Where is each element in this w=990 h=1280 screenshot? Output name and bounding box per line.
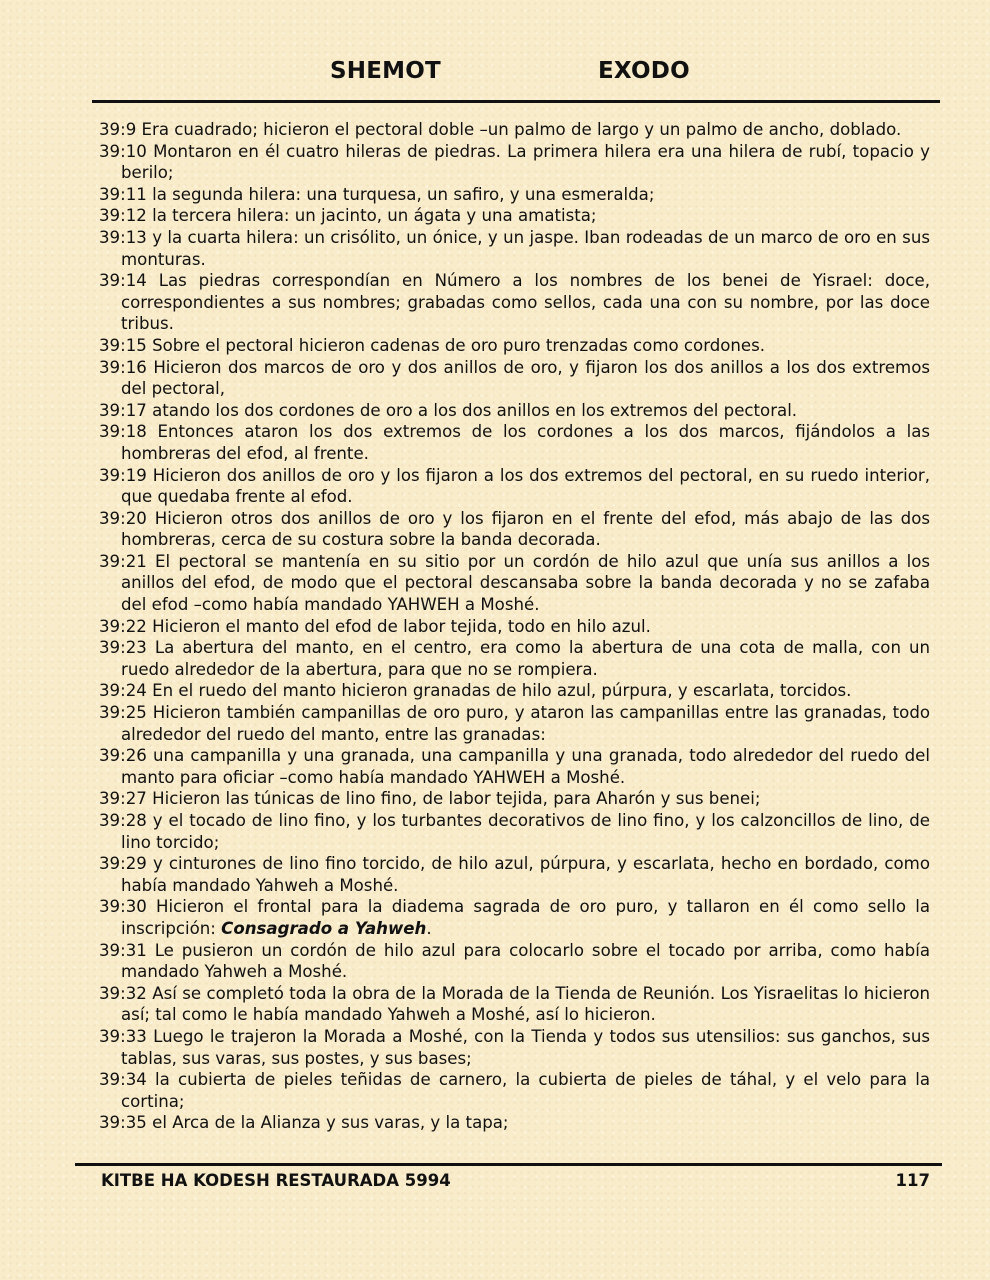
verse-text-tail: . [426, 918, 432, 938]
verse [99, 335, 930, 357]
verse-text: Hicieron dos anillos de oro y los fijaron a los dos extremos del pectoral, en su ruedo interior, que quedaba frente al efod. [121, 465, 930, 507]
verse [99, 702, 930, 745]
verse [99, 788, 930, 810]
verse-text: Luego le trajeron la Morada a Moshé, con la Tienda y todos sus utensilios: sus ganchos, sus tablas, sus varas, sus postes, y sus bases; [121, 1026, 930, 1068]
verse [99, 983, 930, 1026]
verse-reference: 39:9 [99, 120, 137, 139]
verse-text: Era cuadrado; hicieron el pectoral doble –un palmo de largo y un palmo de ancho, doblado. [141, 120, 902, 139]
verse-text: y el tocado de lino fino, y los turbantes decorativos de lino fino, y los calzoncillos de lino, de lino torcido; [121, 811, 930, 852]
verse-reference: 39:20 [99, 508, 147, 528]
verse-reference: 39:29 [99, 854, 147, 874]
verse [99, 1026, 930, 1069]
verse-text: Montaron en él cuatro hileras de piedras. La primera hilera era una hilera de rubí, topacio y berilo; [121, 141, 930, 183]
verse-emphasis: Consagrado a Yahweh [221, 918, 427, 938]
verse [99, 184, 930, 206]
verse-reference: 39:34 [99, 1070, 147, 1090]
verse-text: Entonces ataron los dos extremos de los cordones a los dos marcos, fijándolos a las hombreras del efod, al frente. [121, 422, 931, 463]
verse [99, 810, 930, 853]
verse [99, 508, 930, 551]
verse-reference: 39:23 [99, 638, 147, 658]
verse-reference: 39:12 [99, 206, 147, 226]
verse [99, 853, 930, 896]
verse-reference: 39:19 [99, 465, 147, 485]
header-book-spanish: EXODO [598, 58, 690, 84]
verse-text: y cinturones de lino fino torcido, de hilo azul, púrpura, y escarlata, hecho en bordado, como había mandado Yahweh a Moshé. [121, 854, 930, 895]
header-book-hebrew: SHEMOT [330, 58, 441, 84]
verse-reference: 39:14 [99, 271, 147, 291]
verse [99, 227, 930, 270]
verse [99, 270, 930, 335]
verse-reference: 39:33 [99, 1026, 147, 1046]
page-header [0, 58, 990, 92]
verse-reference: 39:24 [99, 681, 147, 701]
verse [99, 680, 930, 702]
footer-title: KITBE HA KODESH RESTAURADA 5994 [101, 1171, 451, 1190]
verse [99, 637, 930, 680]
verse-text: Le pusieron un cordón de hilo azul para colocarlo sobre el tocado por arriba, como había mandado Yahweh a Moshé. [121, 940, 930, 982]
page-number: 117 [895, 1171, 930, 1190]
verse-reference: 39:17 [99, 400, 147, 420]
verse-text: atando los dos cordones de oro a los dos anillos en los extremos del pectoral. [152, 400, 798, 420]
verse-text: Hicieron también campanillas de oro puro, y ataron las campanillas entre las granadas, todo alrededor del ruedo del manto, entre las granadas: [121, 703, 930, 744]
verse-reference: 39:35 [99, 1113, 147, 1133]
verse-text: Sobre el pectoral hicieron cadenas de oro puro trenzadas como cordones. [152, 335, 766, 355]
verse-text: una campanilla y una granada, una campanilla y una granada, todo alrededor del ruedo del manto para oficiar –como había mandado YAHWEH a Moshé. [121, 746, 930, 787]
header-divider [92, 100, 940, 103]
verse-text: La abertura del manto, en el centro, era como la abertura de una cota de malla, con un ruedo alrededor de la abertura, para que no se rompiera. [121, 638, 931, 679]
verse-reference: 39:10 [99, 141, 147, 161]
verse [99, 400, 930, 422]
verse [99, 551, 930, 616]
verse [99, 465, 930, 508]
verse-reference: 39:30 [99, 897, 147, 917]
verse-text: Hicieron las túnicas de lino fino, de labor tejida, para Aharón y sus benei; [152, 789, 761, 809]
verse-text: Las piedras correspondían en Número a los nombres de los benei de Yisrael: doce, correspondientes a sus nombres; grabadas como sellos, cada una con su nombre, por las doce tribus. [121, 271, 930, 334]
verse-text: En el ruedo del manto hicieron granadas de hilo azul, púrpura, y escarlata, torcidos. [152, 681, 852, 701]
verse-text: Hicieron dos marcos de oro y dos anillos de oro, y fijaron los dos anillos a los dos extremos del pectoral, [121, 357, 930, 399]
verse [99, 896, 930, 939]
verse-reference: 39:26 [99, 746, 147, 766]
verse-list [99, 119, 930, 1134]
verse [99, 421, 930, 464]
verse-reference: 39:18 [99, 422, 147, 442]
verse [99, 616, 930, 638]
verse-reference: 39:21 [99, 551, 147, 571]
verse-text: Hicieron otros dos anillos de oro y los fijaron en el frente del efod, más abajo de las dos hombreras, cerca de su costura sobre la banda decorada. [121, 508, 930, 550]
verse-text: Hicieron el manto del efod de labor tejida, todo en hilo azul. [152, 616, 651, 636]
verse-reference: 39:27 [99, 789, 147, 809]
verse-text: la cubierta de pieles teñidas de carnero, la cubierta de pieles de táhal, y el velo para la cortina; [121, 1070, 930, 1111]
verse [99, 940, 930, 983]
verse [99, 1112, 930, 1134]
verse [99, 357, 930, 400]
verse-reference: 39:32 [99, 983, 147, 1003]
verse-text: El pectoral se mantenía en su sitio por un cordón de hilo azul que unía sus anillos a los anillos del efod, de modo que el pectoral descansaba sobre la banda decorada y no se zafaba del efod –como había mandado YAHWEH a Moshé. [121, 551, 930, 615]
verse-reference: 39:22 [99, 616, 147, 636]
verse-reference: 39:31 [99, 940, 147, 960]
verse-text: Así se completó toda la obra de la Morada de la Tienda de Reunión. Los Yisraelitas lo hicieron así; tal como le había mandado Yahweh a Moshé, así lo hicieron. [121, 983, 930, 1025]
verse-reference: 39:16 [99, 357, 147, 377]
verse [99, 141, 930, 184]
verse-reference: 39:25 [99, 703, 147, 723]
verse-reference: 39:11 [99, 184, 147, 204]
verse-reference: 39:28 [99, 811, 147, 830]
verse [99, 745, 930, 788]
verse [99, 119, 930, 141]
verse-reference: 39:13 [99, 227, 147, 247]
verse [99, 205, 930, 227]
footer-divider [75, 1163, 942, 1166]
verse-text: el Arca de la Alianza y sus varas, y la tapa; [152, 1113, 509, 1133]
verse-text: Hicieron el frontal para la diadema sagrada de oro puro, y tallaron en él como sello la inscripción: [121, 897, 930, 938]
verse-text: y la cuarta hilera: un crisólito, un ónice, y un jaspe. Iban rodeadas de un marco de oro en sus monturas. [121, 227, 930, 269]
verse-text: la tercera hilera: un jacinto, un ágata y una amatista; [152, 206, 597, 226]
verse-text: la segunda hilera: una turquesa, un safiro, y una esmeralda; [152, 184, 655, 204]
verse-reference: 39:15 [99, 335, 147, 355]
verse [99, 1069, 930, 1112]
